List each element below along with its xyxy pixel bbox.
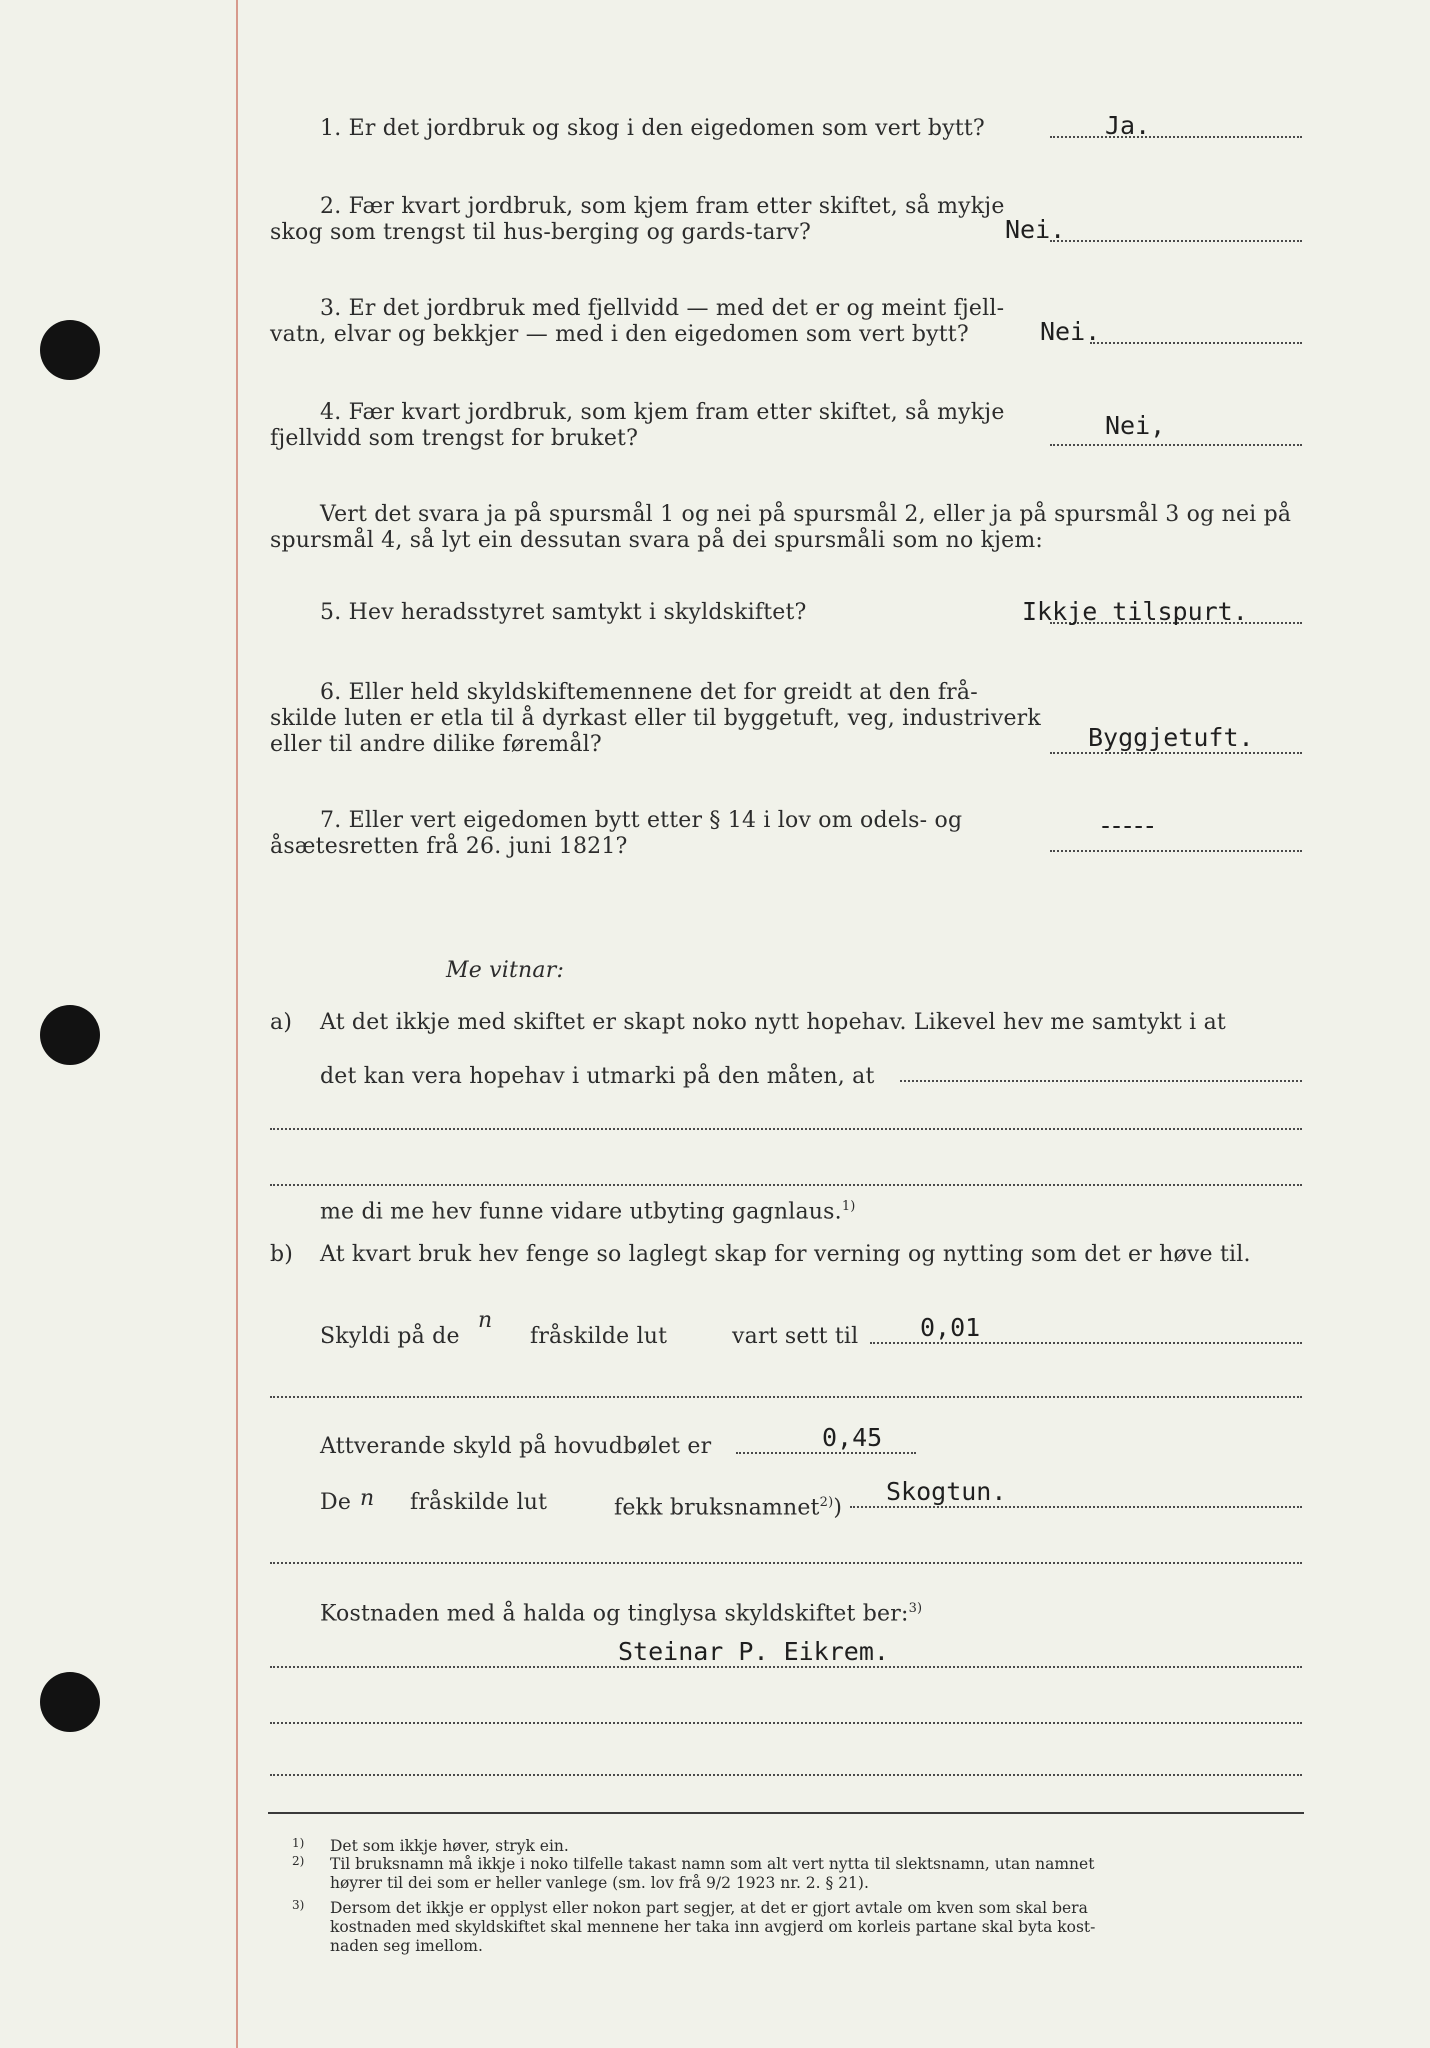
footnote-ref-2: 2)	[819, 1495, 834, 1510]
skyld-line	[870, 1342, 1302, 1344]
answer-7: -----	[1098, 811, 1154, 840]
section-b-line: At kvart bruk hev fenge so laglegt skap for verning og nytting som det er høve til.	[320, 1242, 1251, 1267]
question-1: 1. Er det jordbruk og skog i den eigedomen som vert bytt?	[320, 116, 985, 141]
bruksnamn-line	[850, 1506, 1302, 1508]
skyld-label-c: vart sett til	[732, 1324, 859, 1349]
attverande-label: Attverande skyld på hovudbølet er	[320, 1434, 712, 1459]
question-6-line2: skilde luten er etla til å dyrkast eller til byggetuft, veg, industriverk	[270, 706, 1041, 731]
bruksnamn-handwritten-n: n	[360, 1486, 375, 1511]
question-2-line1: 2. Fær kvart jordbruk, som kjem fram etter skiftet, så mykje	[320, 194, 1005, 219]
question-3-line1: 3. Er det jordbruk med fjellvidd — med det er og meint fjell-	[320, 296, 1005, 321]
question-4-line1: 4. Fær kvart jordbruk, som kjem fram etter skiftet, så mykje	[320, 400, 1005, 425]
answer-4: Nei,	[1105, 411, 1166, 440]
footnote-separator	[268, 1812, 1304, 1814]
bruksnamn-value: Skogtun.	[886, 1477, 1007, 1506]
section-a-line3	[320, 1194, 856, 1225]
footnote-3-line1: Dersom det ikkje er opplyst eller nokon part segjer, at det er gjort avtale om kven som skal bera	[330, 1899, 1088, 1917]
skyld-value: 0,01	[920, 1313, 981, 1342]
kostnad-label-text: Kostnaden med å halda og tinglysa skyldskiftet ber:	[320, 1601, 909, 1627]
section-a-label: a)	[270, 1010, 293, 1035]
footnote-1-line1: Det som ikkje høver, stryk ein.	[330, 1837, 569, 1855]
section-b-label: b)	[270, 1242, 294, 1267]
skyld-label-a: Skyldi på de	[320, 1324, 460, 1349]
instruction-line2: spursmål 4, så lyt ein dessutan svara på dei spursmåli som no kjem:	[270, 528, 1044, 553]
answer-1: Ja.	[1105, 111, 1151, 140]
answer-2: Nei.	[1005, 215, 1066, 244]
footnote-3-line3: naden seg imellom.	[330, 1937, 483, 1955]
footnote-3-line2: kostnaden med skyldskiftet skal mennene her taka inn avgjerd om korleis partane skal byta kost-	[330, 1918, 1096, 1936]
question-5: 5. Hev heradsstyret samtykt i skyldskiftet?	[320, 600, 807, 625]
fill-line	[270, 1396, 1302, 1398]
instruction-line1: Vert det svara ja på spursmål 1 og nei på spursmål 2, eller ja på spursmål 3 og nei på	[320, 502, 1292, 527]
question-3-line2: vatn, elvar og bekkjer — med i den eigedomen som vert bytt?	[270, 322, 969, 347]
fill-line	[900, 1080, 1302, 1082]
kostnad-label	[320, 1596, 922, 1627]
question-6-line1: 6. Eller held skyldskiftemennene det for greidt at den frå-	[320, 680, 978, 705]
question-2-line2: skog som trengst til hus-berging og gards-tarv?	[270, 220, 811, 245]
attverande-line	[736, 1452, 916, 1454]
answer-line-7	[1050, 850, 1302, 852]
answer-line-6	[1050, 752, 1302, 754]
footnote-1-mark: 1)	[292, 1836, 305, 1850]
punch-hole	[40, 1672, 100, 1732]
answer-5: Ikkje tilspurt.	[1022, 597, 1248, 626]
fill-line	[270, 1722, 1302, 1724]
bruksnamn-label-b: fråskilde lut	[410, 1490, 548, 1515]
footnote-ref-3: 3)	[908, 1601, 923, 1616]
bruksnamn-label-a: De	[320, 1490, 352, 1515]
section-a-line1: At det ikkje med skiftet er skapt noko nytt hopehav. Likevel hev me samtykt i at	[320, 1010, 1226, 1035]
skyld-label-b: fråskilde lut	[530, 1324, 668, 1349]
footnote-3-mark: 3)	[292, 1898, 305, 1912]
punch-hole	[40, 1005, 100, 1065]
footnote-2-line2: høyrer til dei som er heller vanlege (sm. lov frå 9/2 1923 nr. 2. § 21).	[330, 1874, 869, 1892]
question-6-line3: eller til andre dilike føremål?	[270, 732, 602, 757]
fill-line	[270, 1562, 1302, 1564]
punch-hole	[40, 320, 100, 380]
section-a-line3-text: me di me hev funne vidare utbyting gagnlaus.	[320, 1199, 842, 1225]
attverande-value: 0,45	[822, 1423, 883, 1452]
answer-line-1	[1050, 136, 1302, 138]
fill-line	[270, 1774, 1302, 1776]
footnote-2-mark: 2)	[292, 1854, 305, 1868]
question-4-line2: fjellvidd som trengst for bruket?	[270, 426, 639, 451]
margin-rule	[236, 0, 238, 2048]
answer-line-4	[1050, 444, 1302, 446]
answer-line-3	[1090, 342, 1302, 344]
footnote-ref-1: 1)	[841, 1199, 856, 1214]
bruksnamn-label-c	[614, 1490, 842, 1521]
answer-3: Nei.	[1040, 317, 1101, 346]
fill-line	[270, 1128, 1302, 1130]
fill-line	[270, 1666, 1302, 1668]
answer-6: Byggjetuft.	[1088, 723, 1254, 752]
question-7-line1: 7. Eller vert eigedomen bytt etter § 14 i lov om odels- og	[320, 808, 963, 833]
question-7-line2: åsætesretten frå 26. juni 1821?	[270, 834, 628, 859]
footnote-2-line1: Til bruksnamn må ikkje i noko tilfelle takast namn som alt vert nytta til slektsnamn, utan namnet	[330, 1855, 1095, 1873]
bruksnamn-close-paren: )	[833, 1495, 843, 1521]
fill-line	[270, 1184, 1302, 1186]
section-a-line2: det kan vera hopehav i utmarki på den måten, at	[320, 1064, 875, 1089]
bruksnamn-label-text: fekk bruksnamnet	[614, 1495, 820, 1521]
answer-line-2	[1050, 240, 1302, 242]
witness-heading: Me vitnar:	[446, 958, 565, 983]
skyld-handwritten-n: n	[478, 1308, 493, 1333]
kostnad-value: Steinar P. Eikrem.	[618, 1637, 889, 1666]
